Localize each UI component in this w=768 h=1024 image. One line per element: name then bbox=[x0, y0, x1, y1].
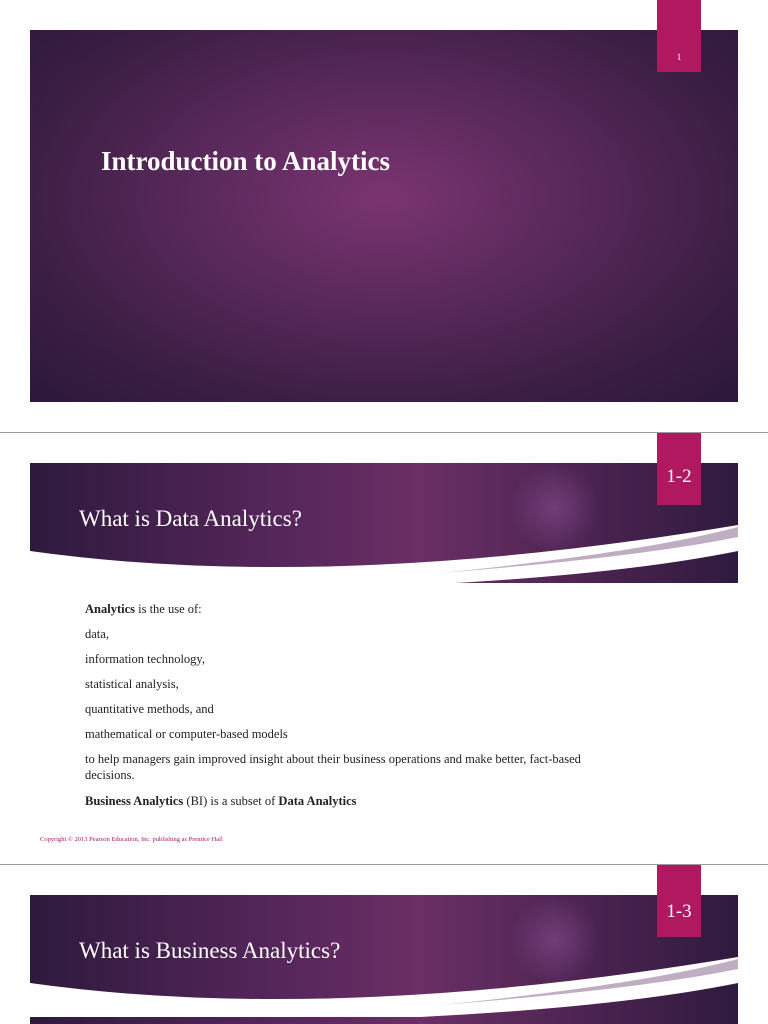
slide-3-page-number-tab bbox=[657, 865, 701, 937]
slide-3-page-number: 1-3 bbox=[666, 901, 692, 922]
slide-2-banner-curve bbox=[0, 525, 768, 585]
slide-3 bbox=[0, 865, 768, 1024]
slide-3-title: What is Business Analytics? bbox=[79, 938, 341, 963]
slide-1-title: Introduction to Analytics bbox=[101, 146, 391, 176]
list-item: data, bbox=[85, 627, 109, 641]
slide-1-page-number-tab bbox=[657, 0, 701, 72]
purpose-text: to help managers gain improved insight about their business operations and make better, fact-based decisions. bbox=[85, 752, 581, 782]
slide-2-page-number: 1-2 bbox=[666, 466, 692, 487]
slide-3-banner-curve bbox=[0, 957, 768, 1024]
copyright-notice: Copyright © 2013 Pearson Education, Inc. publishing as Prentice Hall bbox=[40, 836, 223, 843]
bi-mid-text: (BI) is a subset of bbox=[183, 794, 279, 808]
slide-2-title: What is Data Analytics? bbox=[79, 506, 302, 531]
slide-2-page-number-tab bbox=[657, 433, 701, 505]
list-item: quantitative methods, and bbox=[85, 702, 214, 716]
slide-2 bbox=[0, 433, 768, 864]
bi-statement bbox=[85, 793, 357, 809]
body-intro bbox=[85, 601, 202, 617]
list-item: mathematical or computer-based models bbox=[85, 727, 288, 741]
slide-1 bbox=[0, 0, 768, 432]
list-item: information technology, bbox=[85, 652, 205, 666]
intro-text: is the use of: bbox=[135, 602, 202, 616]
slide-1-title-background bbox=[30, 30, 738, 402]
business-analytics-term: Business Analytics bbox=[85, 794, 184, 808]
slide-1-page-number: 1 bbox=[676, 52, 682, 62]
data-analytics-term: Data Analytics bbox=[278, 794, 357, 808]
analytics-term: Analytics bbox=[85, 602, 135, 616]
list-item: statistical analysis, bbox=[85, 677, 179, 691]
